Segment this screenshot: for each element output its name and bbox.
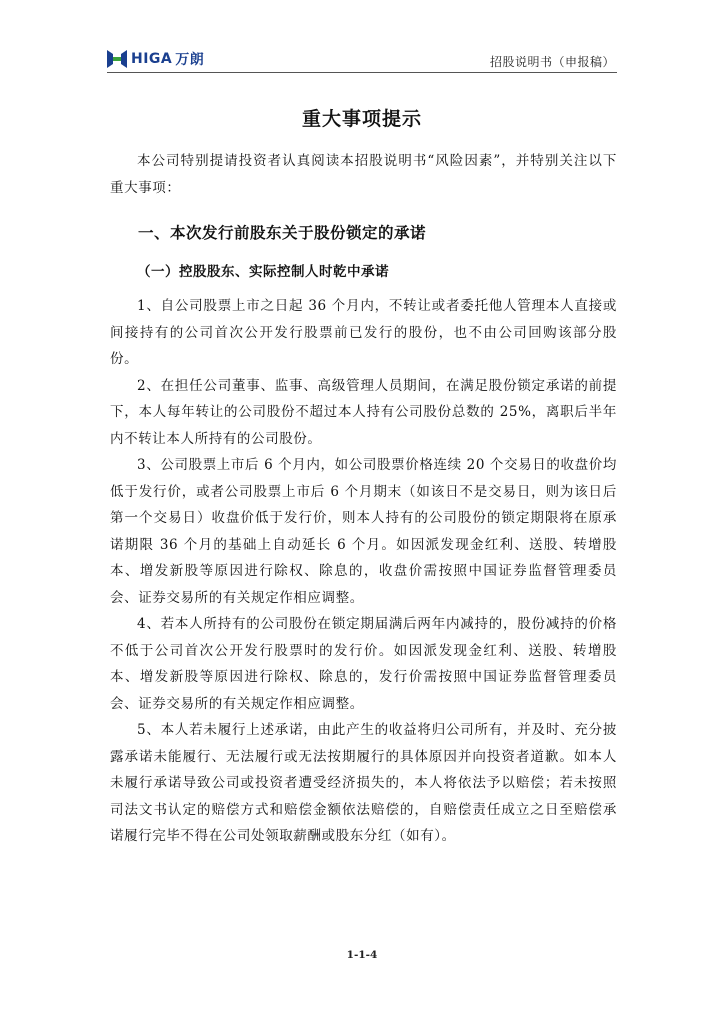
document-body — [110, 148, 617, 850]
higa-logo-icon — [107, 50, 127, 68]
page-number: 1-1-4 — [346, 949, 378, 961]
commitment-item-4: 4、若本人所持有的公司股份在锁定期届满后两年内减持的，股份减持的价格不低于公司首次公开发行股票时的发行价。如因派发现金红利、送股、转增股本、增发新股等原因进行除权、除息的，发行价需按照中国证券监督管理委员会、证券交易所的有关规定作相应调整。 — [110, 616, 617, 712]
logo-text-en: HIGA — [131, 51, 173, 67]
document-title: 招股说明书（申报稿） — [489, 55, 615, 69]
commitment-item-2: 2、在担任公司董事、监事、高级管理人员期间，在满足股份锁定承诺的前提下，本人每年转让的公司股份不超过本人持有公司股份总数的 25%，离职后半年内不转让本人所持有的公司股份。 — [110, 377, 617, 447]
page-title: 重大事项提示 — [301, 108, 422, 130]
section-heading: 一、本次发行前股东关于股份锁定的承诺 — [138, 224, 427, 242]
intro-paragraph: 本公司特别提请投资者认真阅读本招股说明书“风险因素”，并特别关注以下重大事项： — [110, 153, 617, 196]
logo-text-cn: 万朗 — [175, 52, 205, 68]
commitment-item-5: 5、本人若未履行上述承诺，由此产生的收益将归公司所有，并及时、充分披露承诺未能履行、无法履行或无法按期履行的具体原因并向投资者道歉。如本人未履行承诺导致公司或投资者遭受经济损失的，本人将依法予以赔偿；若未按照司法文书认定的赔偿方式和赔偿金额依法赔偿的，自赔偿责任成立之日至赔偿承诺履行完毕不得在公司处领取薪酬或股东分红（如有）。 — [110, 722, 617, 844]
commitment-item-3: 3、公司股票上市后 6 个月内，如公司股票价格连续 20 个交易日的收盘价均低于发行价，或者公司股票上市后 6 个月期末（如该日不是交易日，则为该日后第一个交易日）收盘价低于发行价，则本人持有的公司股份的锁定期限将在原承诺期限 36 个月的基础上自动延长 6 个月。如因派发现金红利、送股、转增股本、增发新股等原因进行除权、除息的，收盘价需按照中国证券监督管理委员会、证券交易所的有关规定作相应调整。 — [110, 457, 617, 606]
commitment-item-1: 1、自公司股票上市之日起 36 个月内，不转让或者委托他人管理本人直接或间接持有的公司首次公开发行股票前已发行的股份，也不由公司回购该部分股份。 — [110, 298, 617, 367]
company-logo — [107, 49, 204, 69]
subsection-heading: （一）控股股东、实际控制人时乾中承诺 — [137, 264, 389, 280]
page-header — [107, 45, 617, 73]
